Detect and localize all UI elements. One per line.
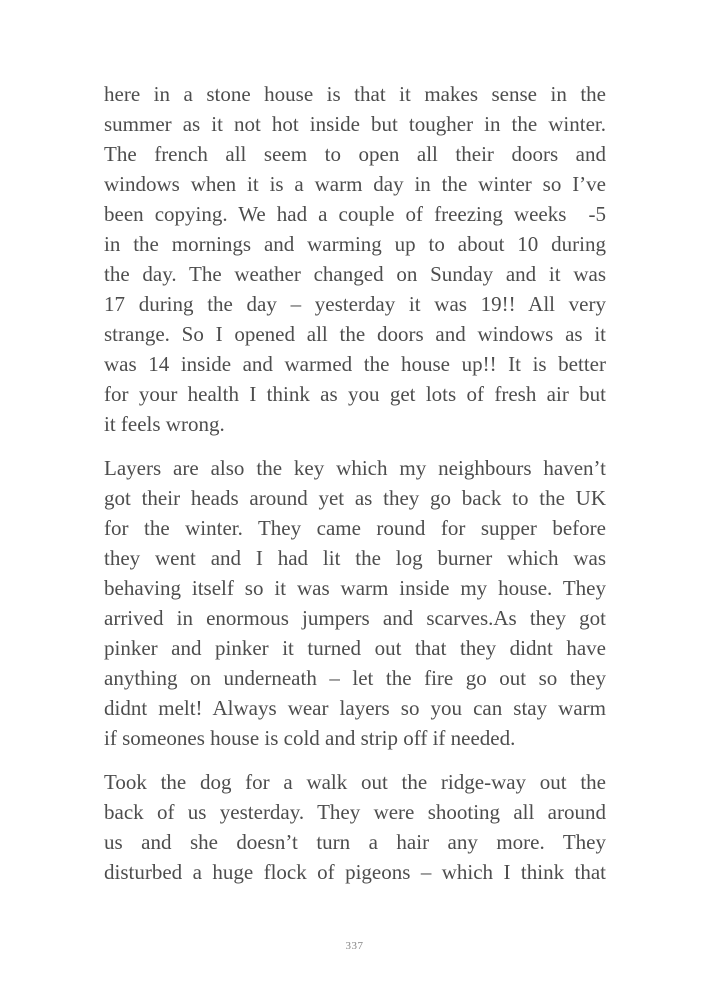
text-line: us and she doesn’t turn a hair any more. They xyxy=(104,830,606,854)
text-line: strange. So I opened all the doors and windows as it xyxy=(104,322,606,346)
text-line: here in a stone house is that it makes sense in the xyxy=(104,82,606,106)
text-line: they went and I had lit the log burner which was xyxy=(104,546,606,570)
text-line: summer as it not hot inside but tougher in the winter. xyxy=(104,112,606,136)
text-line: behaving itself so it was warm inside my house. They xyxy=(104,576,606,600)
paragraph xyxy=(104,79,606,439)
page-text xyxy=(104,79,606,901)
text-line: back of us yesterday. They were shooting all around xyxy=(104,800,606,824)
text-line: windows when it is a warm day in the winter so I’ve xyxy=(104,172,606,196)
text-line: disturbed a huge flock of pigeons – which I think that xyxy=(104,860,606,884)
paragraph xyxy=(104,767,606,887)
text-line: Layers are also the key which my neighbours haven’t xyxy=(104,456,606,480)
text-line: if someones house is cold and strip off if needed. xyxy=(104,726,516,750)
text-line: been copying. We had a couple of freezing weeks -5 xyxy=(104,202,606,226)
text-line: in the mornings and warming up to about 10 during xyxy=(104,232,606,256)
text-line: got their heads around yet as they go back to the UK xyxy=(104,486,606,510)
text-line: for your health I think as you get lots of fresh air but xyxy=(104,382,606,406)
text-line: pinker and pinker it turned out that they didnt have xyxy=(104,636,606,660)
text-line: was 14 inside and warmed the house up!! It is better xyxy=(104,352,606,376)
text-line: anything on underneath – let the fire go out so they xyxy=(104,666,606,690)
text-line: Took the dog for a walk out the ridge-way out the xyxy=(104,770,606,794)
paragraph xyxy=(104,453,606,753)
text-line: 17 during the day – yesterday it was 19!! All very xyxy=(104,292,606,316)
page-number: 337 xyxy=(345,940,364,952)
text-line: it feels wrong. xyxy=(104,412,225,436)
text-line: arrived in enormous jumpers and scarves.As they got xyxy=(104,606,606,630)
text-line: didnt melt! Always wear layers so you can stay warm xyxy=(104,696,606,720)
text-line: The french all seem to open all their doors and xyxy=(104,142,606,166)
text-line: the day. The weather changed on Sunday and it was xyxy=(104,262,606,286)
text-line: for the winter. They came round for supper before xyxy=(104,516,606,540)
